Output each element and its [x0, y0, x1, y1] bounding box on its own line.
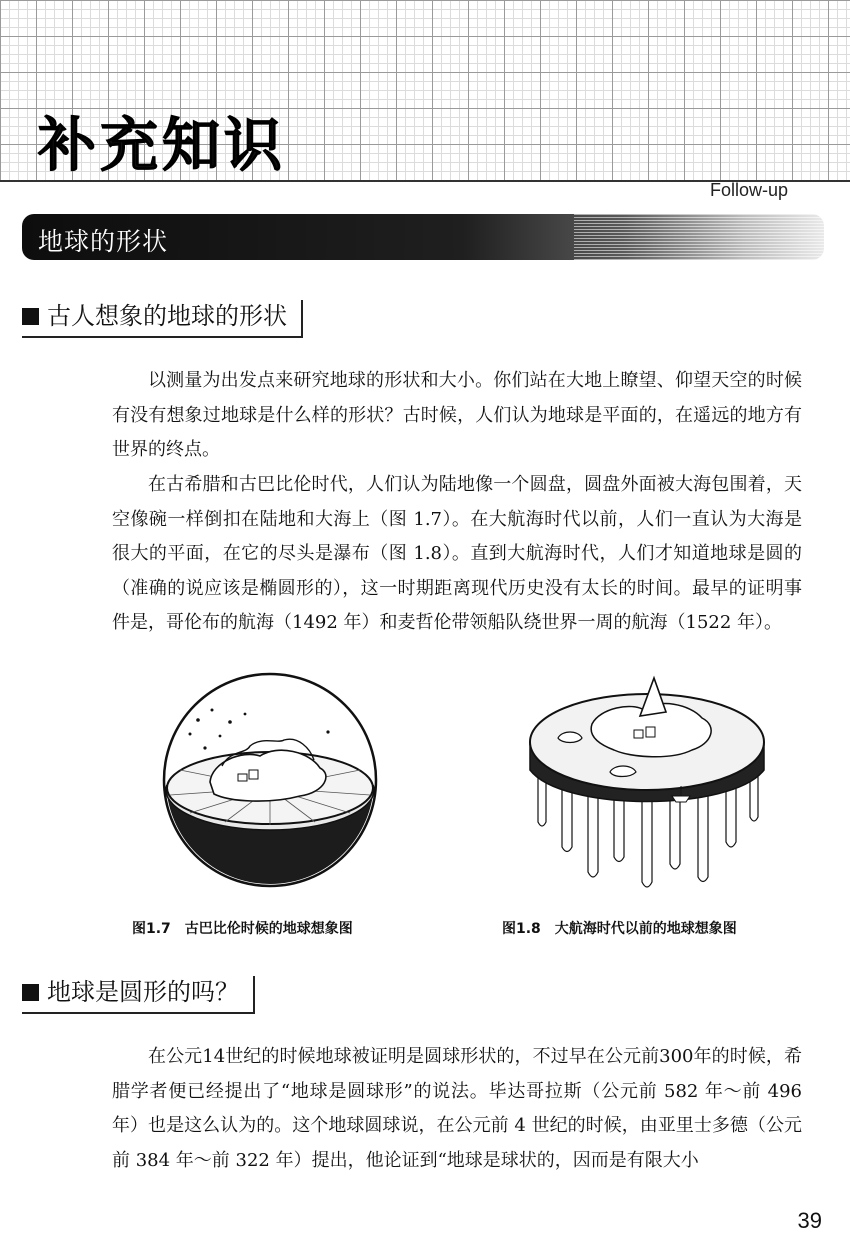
- figure-caption-1: 图1.7 古巴比伦时候的地球想象图: [132, 921, 353, 937]
- square-bullet-icon: [22, 308, 39, 325]
- subsection-heading-text: 地球是圆形的吗？: [47, 978, 239, 1006]
- section-bar-stripes: [574, 214, 824, 260]
- figure-caption-2: 图1.8 大航海时代以前的地球想象图: [502, 921, 737, 937]
- section-title: 地球的形状: [38, 227, 169, 256]
- subsection-heading-text: 古人想象的地球的形状: [47, 302, 287, 330]
- page-subtitle: Follow-up: [709, 180, 788, 200]
- paragraph: 在古希腊和古巴比伦时代，人们认为陆地像一个圆盘，圆盘外面被大海包围着，天空像碗一样倒扣在陆地和大海上（图 1.7）。在大航海时代以前，人们一直认为大海是很大的平面，在它的尽头是瀑布（图 1.8）。直到大航海时代，人们才知道地球是圆的（准确的说应该是椭圆形的），这一时期距离现代历史没有太长的时间。最早的证明事件是，哥伦布的航海（1492 年）和麦哲伦带领船队绕世界一周的航海（1522 年）。: [112, 474, 802, 633]
- page-number: 39: [797, 1208, 822, 1233]
- section-bar: [22, 214, 824, 260]
- subsection-heading-1: [22, 300, 303, 338]
- flat-earth-waterfall-icon: [522, 672, 772, 897]
- square-bullet-icon: [22, 984, 39, 1001]
- dome-world-icon: [150, 670, 390, 900]
- paragraph: 在公元14世纪的时候地球被证明是圆球形状的，不过早在公元前300年的时候，希腊学者便已经提出了“地球是圆球形”的说法。毕达哥拉斯（公元前 582 年～前 496 年）也是这么认为的。这个地球圆球说，在公元前 4 世纪的时候，由亚里士多德（公元前 384 年～前 322 年）提出，他论证到“地球是球状的，因而是有限大小: [112, 1046, 802, 1171]
- paragraph: 以测量为出发点来研究地球的形状和大小。你们站在大地上瞭望、仰望天空的时候有没有想象过地球是什么样的形状？古时候，人们认为地球是平面的，在遥远的地方有世界的终点。: [112, 370, 802, 460]
- subsection-heading-2: [22, 976, 255, 1014]
- page-title: 补充知识: [38, 111, 287, 179]
